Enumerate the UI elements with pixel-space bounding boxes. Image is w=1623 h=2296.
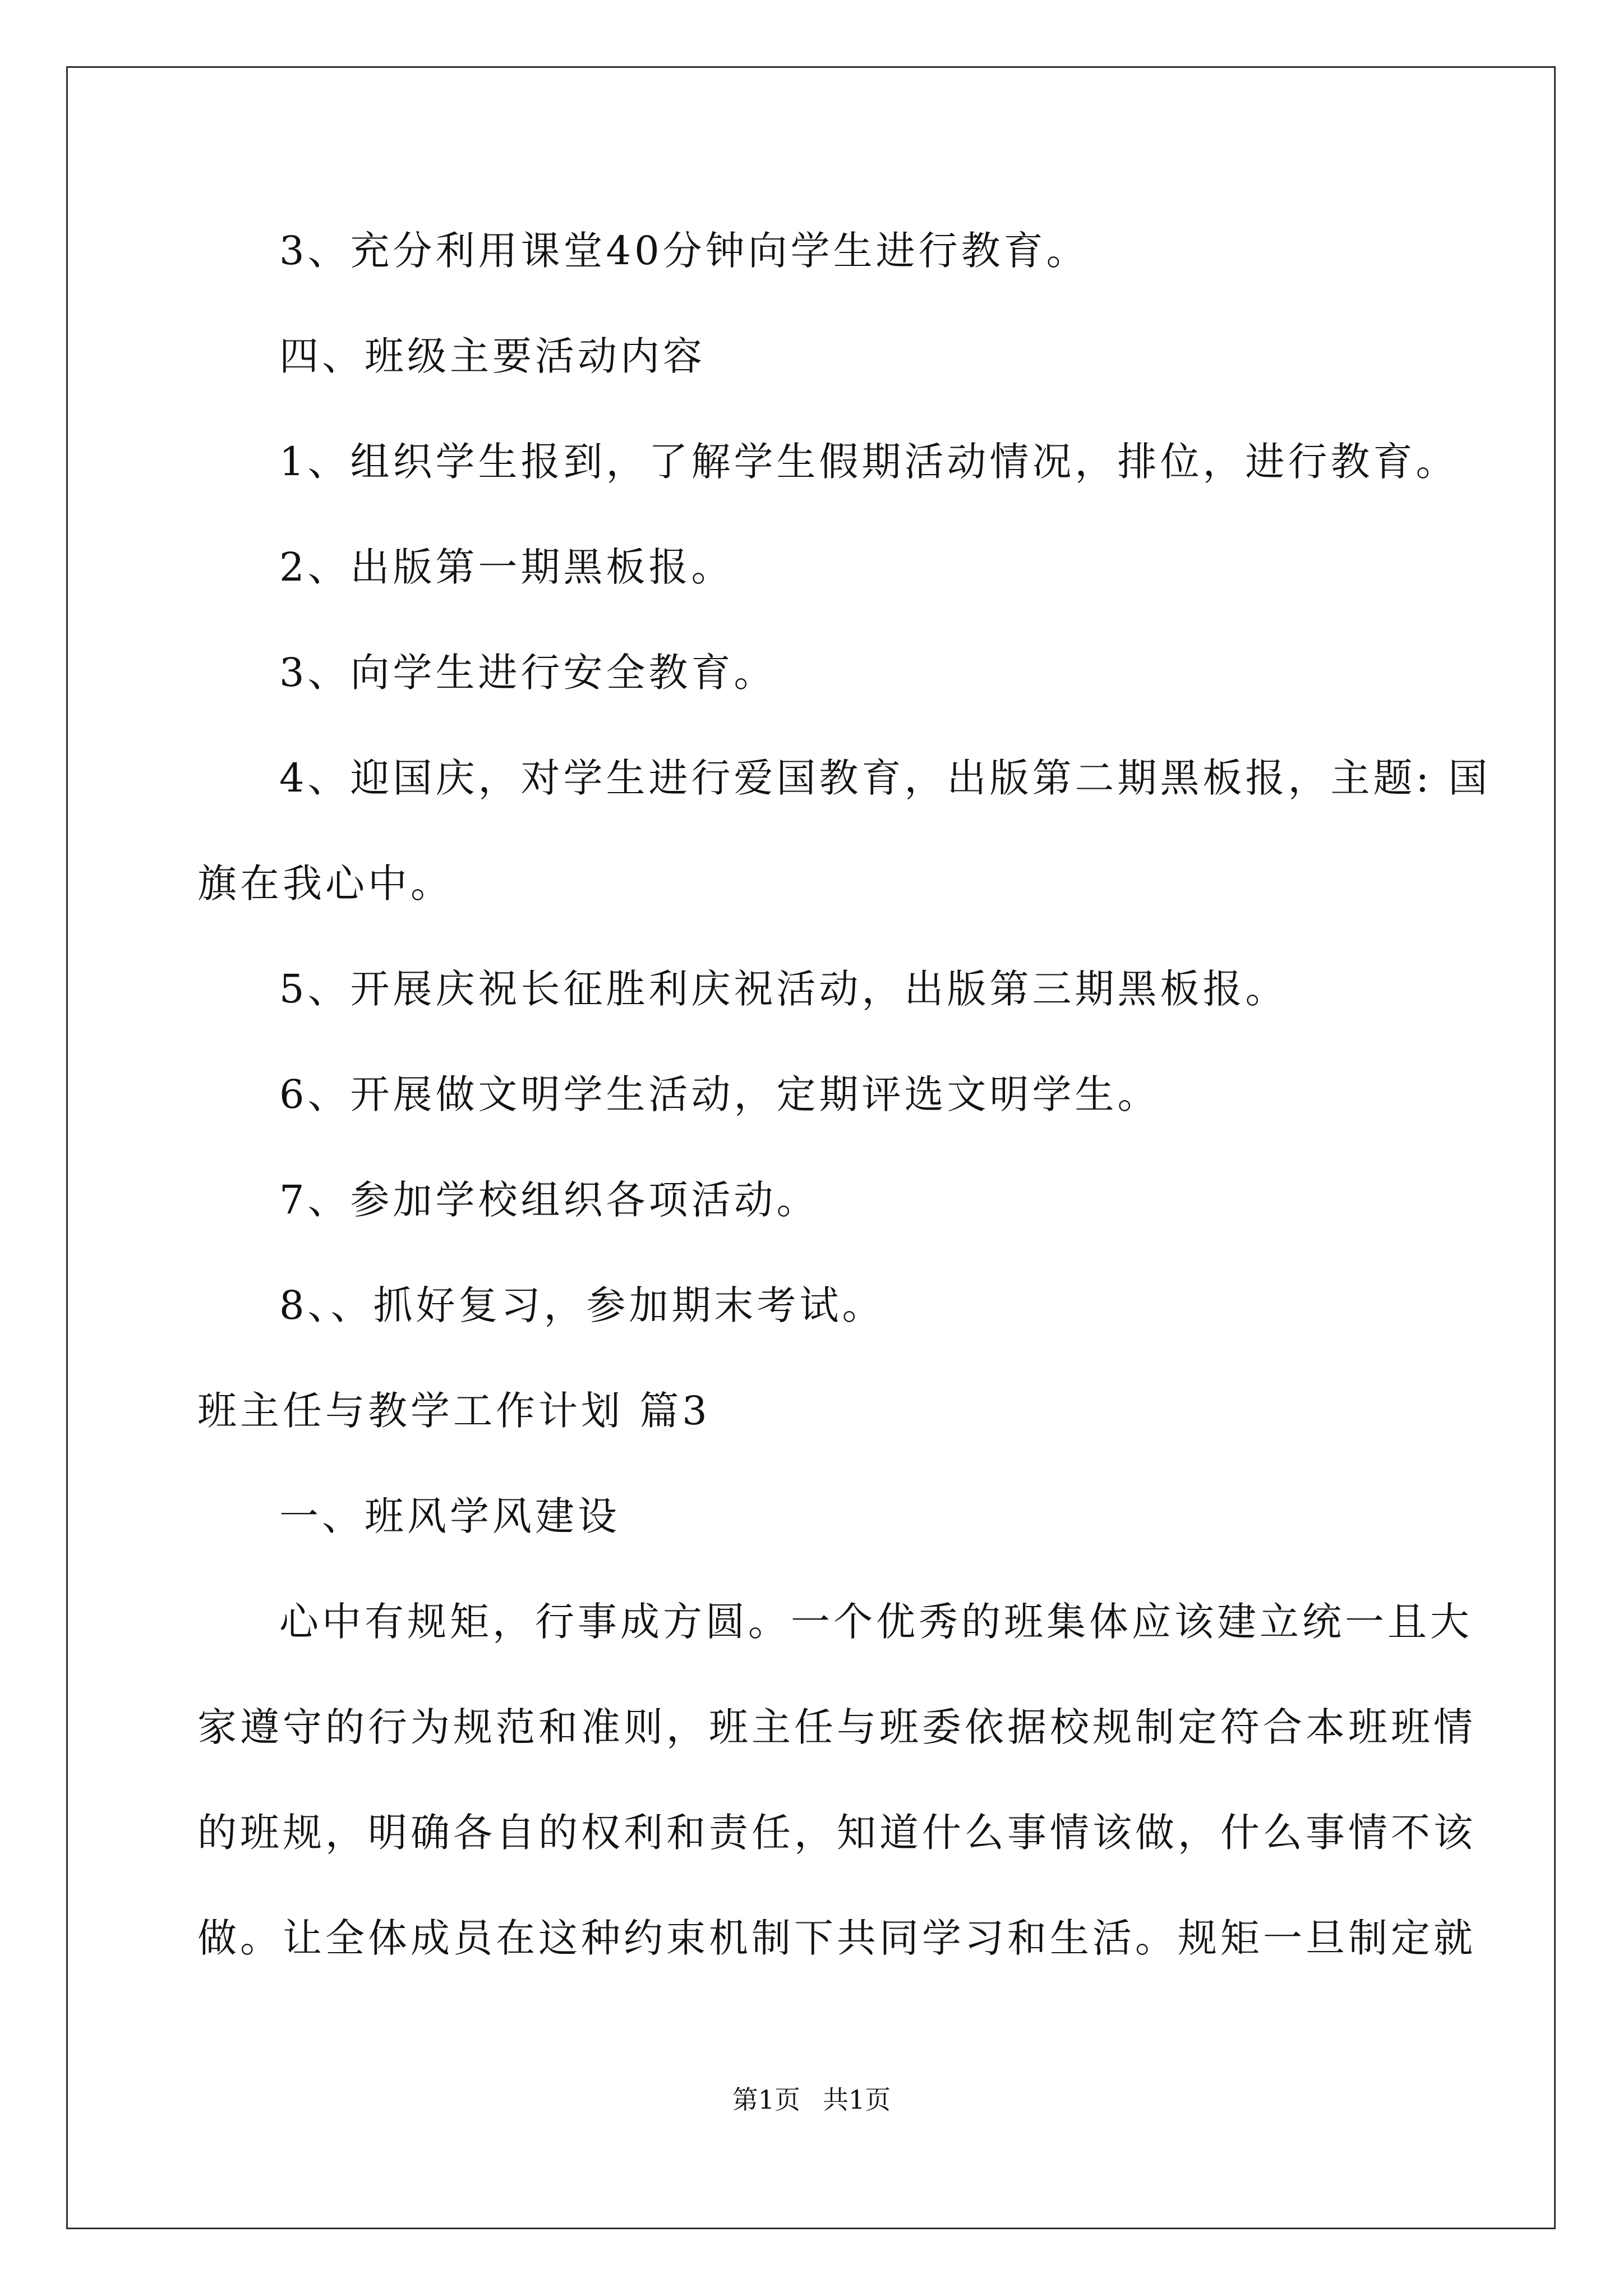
text-line: 心中有规矩，行事成方圆。一个优秀的班集体应该建立统一且大 (279, 1599, 1473, 1645)
text-line: 4、迎国庆，对学生进行爱国教育，出版第二期黑板报，主题: 国 (279, 755, 1491, 801)
text-line: 1、组织学生报到，了解学生假期活动情况，排位，进行教育。 (279, 439, 1459, 485)
text-line: 7、参加学校组织各项活动。 (279, 1177, 819, 1223)
text-line: 3、向学生进行安全教育。 (279, 650, 777, 696)
section-heading: 一、班风学风建设 (279, 1493, 620, 1539)
page-footer (0, 2087, 1623, 2113)
text-line: 8、、抓好复习，参加期末考试。 (279, 1282, 885, 1328)
article-title: 班主任与教学工作计划 篇3 (197, 1388, 711, 1434)
text-line: 家遵守的行为规范和准则，班主任与班委依据校规制定符合本班班情 (197, 1704, 1476, 1750)
text-line: 2、出版第一期黑板报。 (279, 544, 734, 590)
section-heading: 四、班级主要活动内容 (279, 333, 706, 379)
text-line: 5、开展庆祝长征胜利庆祝活动，出版第三期黑板报。 (279, 966, 1288, 1012)
page-number-current: 第1页 (732, 2085, 800, 2115)
text-line: 3、充分利用课堂40分钟向学生进行教育。 (279, 228, 1089, 274)
text-line: 6、开展做文明学生活动，定期评选文明学生。 (279, 1071, 1160, 1117)
text-line: 旗在我心中。 (197, 861, 453, 907)
page-border (66, 66, 1556, 2229)
page-number-total: 共1页 (823, 2085, 891, 2115)
text-line: 做。让全体成员在这种约束机制下共同学习和生活。规矩一旦制定就 (197, 1915, 1476, 1961)
text-line: 的班规，明确各自的权利和责任，知道什么事情该做，什么事情不该 (197, 1810, 1476, 1856)
